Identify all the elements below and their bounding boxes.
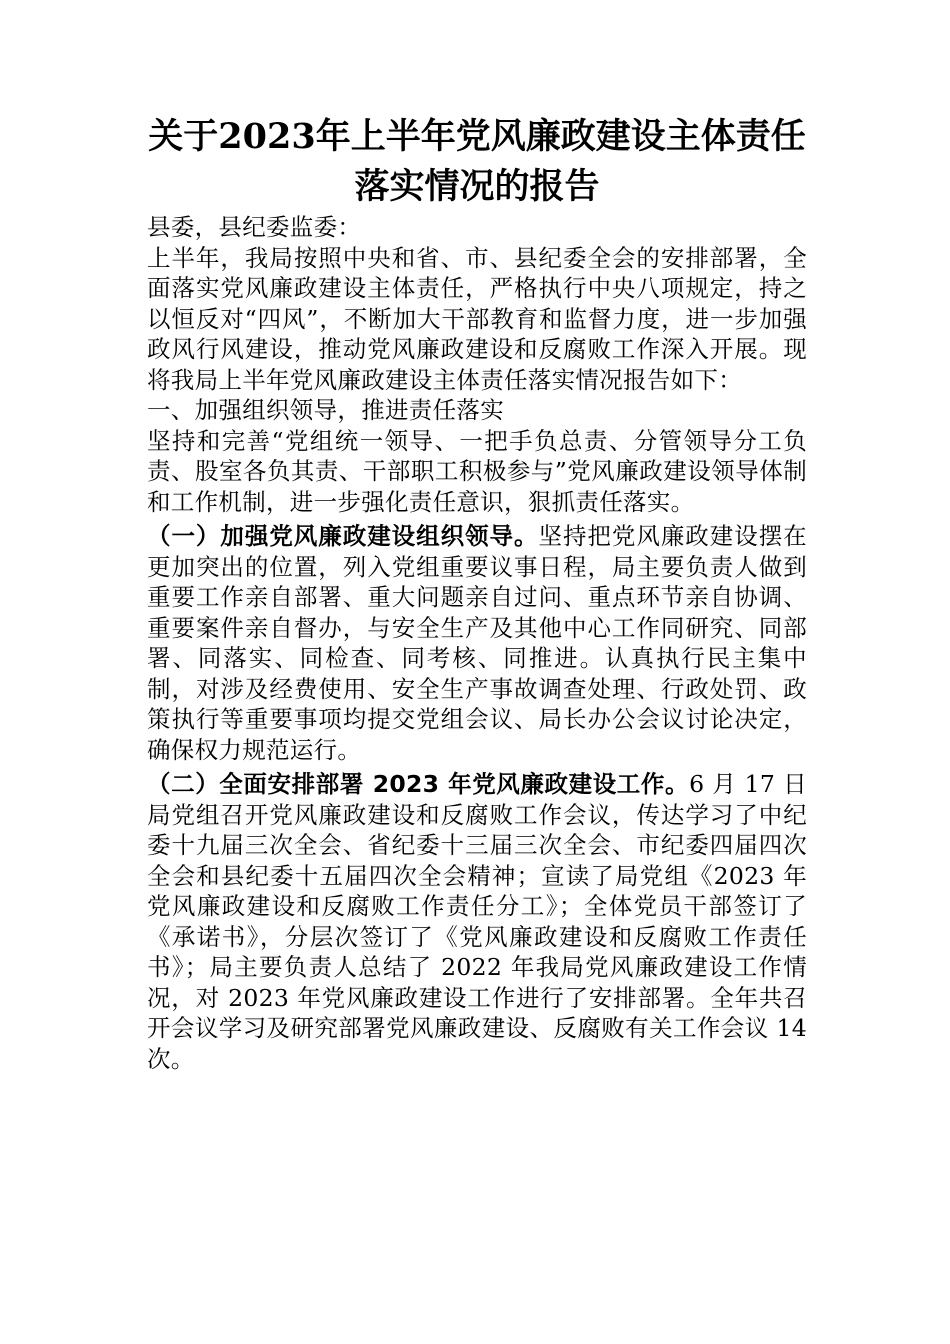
section-heading: 一、加强组织领导，推进责任落实 (147, 396, 504, 424)
item-text-1: 坚持把党风廉政建设摆在更加突出的位置，列入党组重要议事日程，局主要负责人做到重要工作亲自部署、重大问题亲自过问、重点环节亲自协调、重要案件亲自督办，与安全生产及其他中心工作同研究、同部署、同落实、同检查、同考核、同推进。认真执行民主集中制，对涉及经费使用、安全生产事故调查处理、行政处罚、政策执行等重要事项均提交党组会议、局长办公会议讨论决定，确保权力规范运行。 (147, 522, 807, 764)
document-page (147, 112, 807, 1074)
item-lead-1: （一）加强党风廉政建设组织领导。 (147, 522, 539, 550)
item-paragraph-2 (147, 769, 807, 1074)
document-title: 关于2023年上半年党风廉政建设主体责任落实情况的报告 (148, 116, 806, 207)
item-lead-2: （二）全面安排部署 2023 年党风廉政建设工作。 (147, 770, 690, 798)
item-paragraph-1 (147, 521, 807, 765)
salutation: 县委，县纪委监委： (147, 213, 362, 241)
item-text-2: 6 月 17 日局党组召开党风廉政建设和反腐败工作会议，传达学习了中纪委十九届三次全会、省纪委十三届三次全会、市纪委四届四次全会和县纪委十五届四次全会精神；宣读了局党组《2023 年党风廉政建设和反腐败工作责任分工》；全体党员干部签订了《承诺书》，分层次签订了《党风廉政建设和反腐败工作责任书》；局主要负责人总结了 2022 年我局党风廉政建设工作情况，对 2023 年党风廉政建设工作进行了安排部署。全年共召开会议学习及研究部署党风廉政建设、反腐败有关工作会议 14 次。 (147, 770, 807, 1073)
intro-paragraph: 上半年，我局按照中央和省、市、县纪委全会的安排部署，全面落实党风廉政建设主体责任，严格执行中央八项规定，持之以恒反对“四风”，不断加大干部教育和监督力度，进一步加强政风行风建设，推动党风廉政建设和反腐败工作深入开展。现将我局上半年党风廉政建设主体责任落实情况报告如下： (147, 243, 807, 394)
section-paragraph: 坚持和完善“党组统一领导、一把手负总责、分管领导分工负责、股室各负其责、干部职工积极参与”党风廉政建设领导体制和工作机制，进一步强化责任意识，狠抓责任落实。 (147, 426, 807, 516)
